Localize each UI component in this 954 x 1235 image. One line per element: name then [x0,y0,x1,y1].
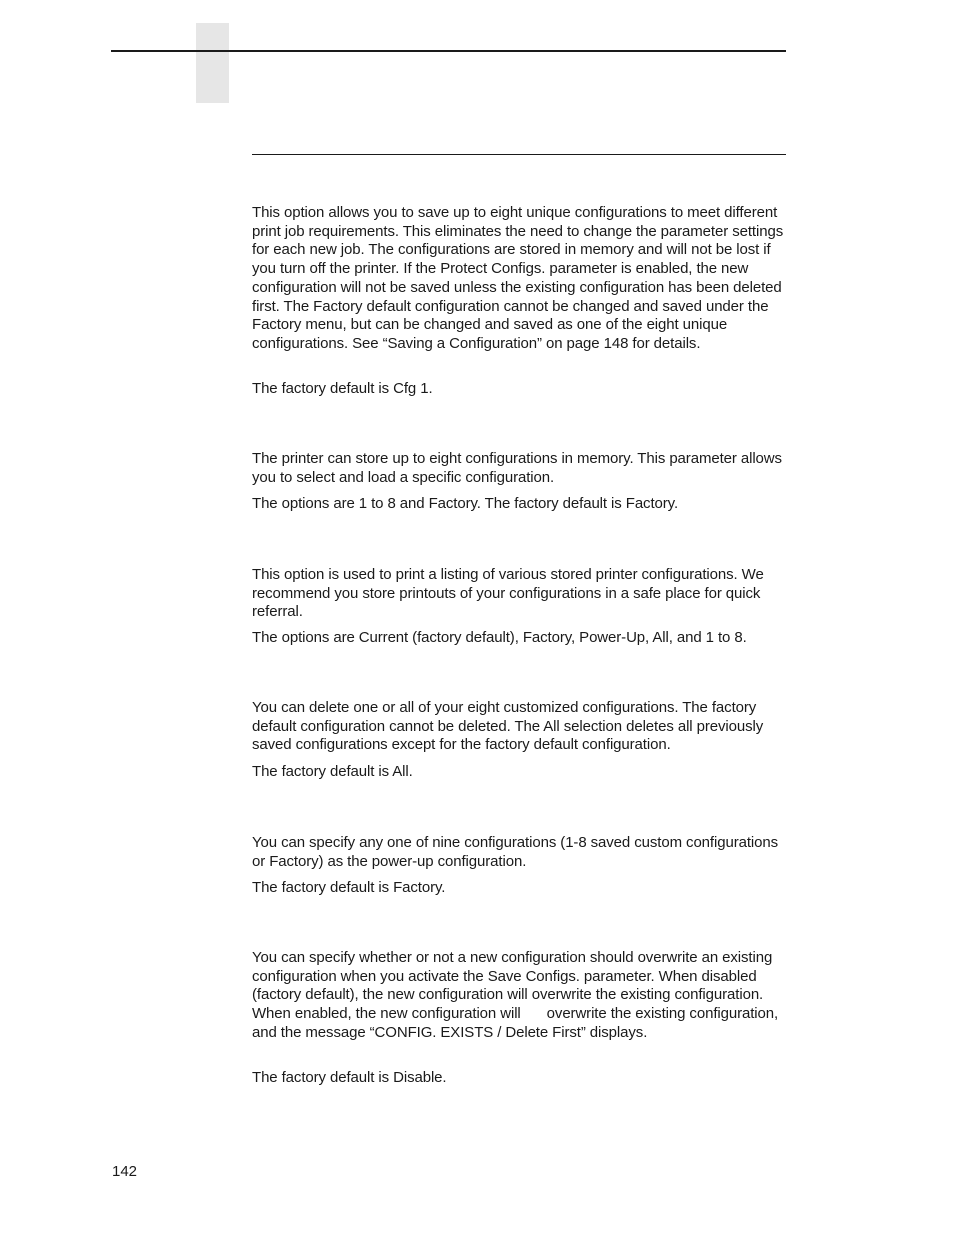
delete-config-description: You can delete one or all of your eight customized configurations. The factory default configuration cannot be deleted. The All selection deletes all previously saved configurations except for the factory default configuration. [252,699,764,754]
load-config-description: The printer can store up to eight configurations in memory. This parameter allows you to select and load a specific configuration. [252,450,782,486]
print-config-description: This option is used to print a listing of various stored printer configurations. We recommend you store printouts of your configurations in a safe place for quick referral. [252,566,764,621]
chapter-tab-block [196,23,229,103]
protect-configs-description [252,949,786,1043]
power-up-config-default: The factory default is Factory. [252,879,446,896]
header-rule [111,50,786,52]
save-configs-description: This option allows you to save up to eight unique configurations to meet different print job requirements. This eliminates the need to change the parameter settings for each new job. The configurations are stored in memory and will not be lost if you turn off the printer. If the Protect Configs. parameter is enabled, the new configuration will not be saved unless the existing configuration has been deleted first. The Factory default configuration cannot be changed and saved under the Factory menu, but can be changed and saved as one of the eight unique configurations. See “Saving a Configuration” on page 148 for details. [252,204,784,352]
protect-configs-text-part2: overwrite the existing configuration, and the message “CONFIG. EXISTS / Delete First” displays. [252,1005,779,1041]
load-config-options: The options are 1 to 8 and Factory. The factory default is Factory. [252,495,679,512]
section-rule [252,154,786,155]
page-number: 142 [112,1163,138,1180]
power-up-config-description: You can specify any one of nine configurations (1-8 saved custom configurations or Factory) as the power-up configuration. [252,834,779,870]
print-config-options: The options are Current (factory default), Factory, Power-Up, All, and 1 to 8. [252,629,747,646]
save-configs-default: The factory default is Cfg 1. [252,380,433,397]
protect-configs-default: The factory default is Disable. [252,1069,447,1086]
protect-configs-text-part1: You can specify whether or not a new configuration should overwrite an existing configuration when you activate the Save Configs. parameter. When disabled (factory default), the new configuration will overwrite the existing configuration. When enabled, the new configuration will [252,949,773,1023]
delete-config-default: The factory default is All. [252,763,413,780]
